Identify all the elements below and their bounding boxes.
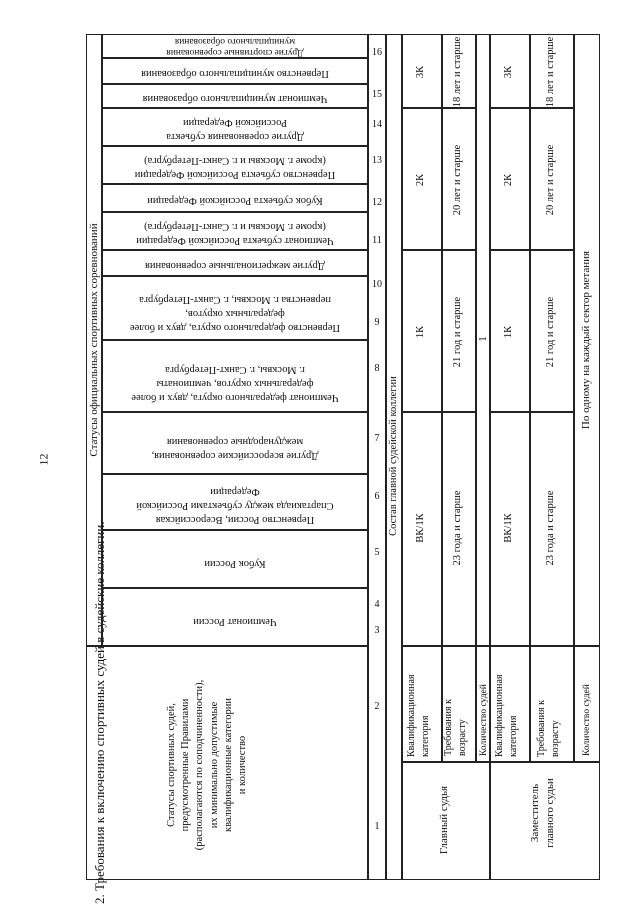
col-number-6: 6 xyxy=(374,491,380,502)
age2-value-b: 21 год и старше xyxy=(545,296,556,368)
cat2-value-a: ВК/1К xyxy=(503,513,514,543)
col-label-7: Чемпионат федерального округа, двух и более федеральных округов, чемпионаты г. Москвы, г. Санкт-Петербурга xyxy=(131,363,339,403)
cat2-value-b: 1К xyxy=(503,325,514,339)
age2-value-a: 23 года и старше xyxy=(545,490,556,566)
row-label-text-age-2: Требования к возрасту xyxy=(536,700,561,757)
col-label-3: Чемпионат России xyxy=(193,616,277,627)
cat1-value-d: 3К xyxy=(415,65,426,79)
col-label-11: Кубок субъекта Российской Федерации xyxy=(147,195,323,206)
age2-value-c: 20 лет и старше xyxy=(545,144,556,216)
col-number-11: 11 xyxy=(372,235,382,246)
group-header-text: Статусы официальных спортивных соревнований xyxy=(88,223,100,457)
age2-value-d: 18 лет и старше xyxy=(545,36,556,108)
cat2-value-d: 3К xyxy=(503,65,514,79)
header-left-text: Статусы спортивных судей, предусмотренные Правилами (располагаются по соподчиненности), их минимально допустимые квалификационные категории и количество xyxy=(166,679,248,851)
col-label-9: Другие межрегиональные соревнования xyxy=(145,260,325,271)
col-number-8: 8 xyxy=(374,363,380,374)
row-label-text-cat-1: Квалификационная категория xyxy=(406,674,431,757)
age1-value-d: 18 лет и старше xyxy=(452,36,463,108)
col-number-7: 7 xyxy=(374,433,380,444)
col-label-4: Кубок России xyxy=(204,558,266,569)
section-title: Состав главной судейской коллегии xyxy=(388,376,399,536)
row-label-text-age-1: Требования к возрасту xyxy=(443,699,468,756)
age1-value-b: 21 год и старше xyxy=(452,296,463,368)
count2-value: По одному на каждый сектор метания xyxy=(580,250,592,430)
row-label-text-count-1: Количество судей xyxy=(479,684,489,756)
col-label-15: Первенство муниципального образования xyxy=(141,68,329,79)
cat1-value-c: 2К xyxy=(415,173,426,187)
col-number-13: 13 xyxy=(372,155,382,166)
col-label-6: Другие всероссийские соревнования, международные соревнования xyxy=(151,435,319,461)
col-number-16: 16 xyxy=(372,47,382,58)
col-number-4: 4 xyxy=(374,599,380,610)
row-label-text-count-2: Количество судей xyxy=(582,684,592,756)
col-number-9: 9 xyxy=(374,317,380,328)
count1-value: 1 xyxy=(477,336,489,342)
role-name-chief-judge: Главный судья xyxy=(438,785,450,855)
col-label-10: Чемпионат субъекта Российской Федерации (кроме г. Москвы и г. Санкт-Петербурга) xyxy=(136,220,334,246)
col-label-5: Первенство России, Всероссийская Спартакиада между субъектами Российской Федерации xyxy=(136,485,334,525)
cat1-value-b: 1К xyxy=(415,325,426,339)
col-number-3: 3 xyxy=(374,625,380,636)
col-label-16: Другие спортивные соревнования муниципального образования xyxy=(166,36,304,57)
col-label-14: Чемпионат муниципального образования xyxy=(142,93,328,104)
page-number: 12 xyxy=(36,453,51,466)
cat2-value-c: 2К xyxy=(503,173,514,187)
cat1-value-a: ВК/1К xyxy=(415,513,426,543)
col-number-5: 5 xyxy=(374,547,380,558)
age1-value-c: 20 лет и старше xyxy=(452,144,463,216)
col-label-12: Первенство субъекта Российской Федерации (кроме г. Москвы и г. Санкт-Петербурга) xyxy=(134,154,336,180)
row-label-text-cat-2: Квалификационная категория xyxy=(494,674,519,757)
col-label-13: Другие соревнования субъекта Российской Федерации xyxy=(166,116,304,142)
col-label-8: Первенство федерального округа, двух и более федеральных округов, первенства г. Москвы, г. Санкт-Петербурга xyxy=(129,293,341,333)
col-number-12: 12 xyxy=(372,197,382,208)
col-number-2: 2 xyxy=(374,701,380,712)
col-number-14: 14 xyxy=(372,119,382,130)
section-heading: 2. Требования к включению спортивных судей в судейские коллегии. xyxy=(92,521,107,904)
col-number-10: 10 xyxy=(372,279,382,290)
col-number-1: 1 xyxy=(374,821,380,832)
role-name-deputy-chief-judge: Заместитель главного судьи xyxy=(529,778,556,848)
col-number-15: 15 xyxy=(372,89,382,100)
age1-value-a: 23 года и старше xyxy=(452,490,463,566)
